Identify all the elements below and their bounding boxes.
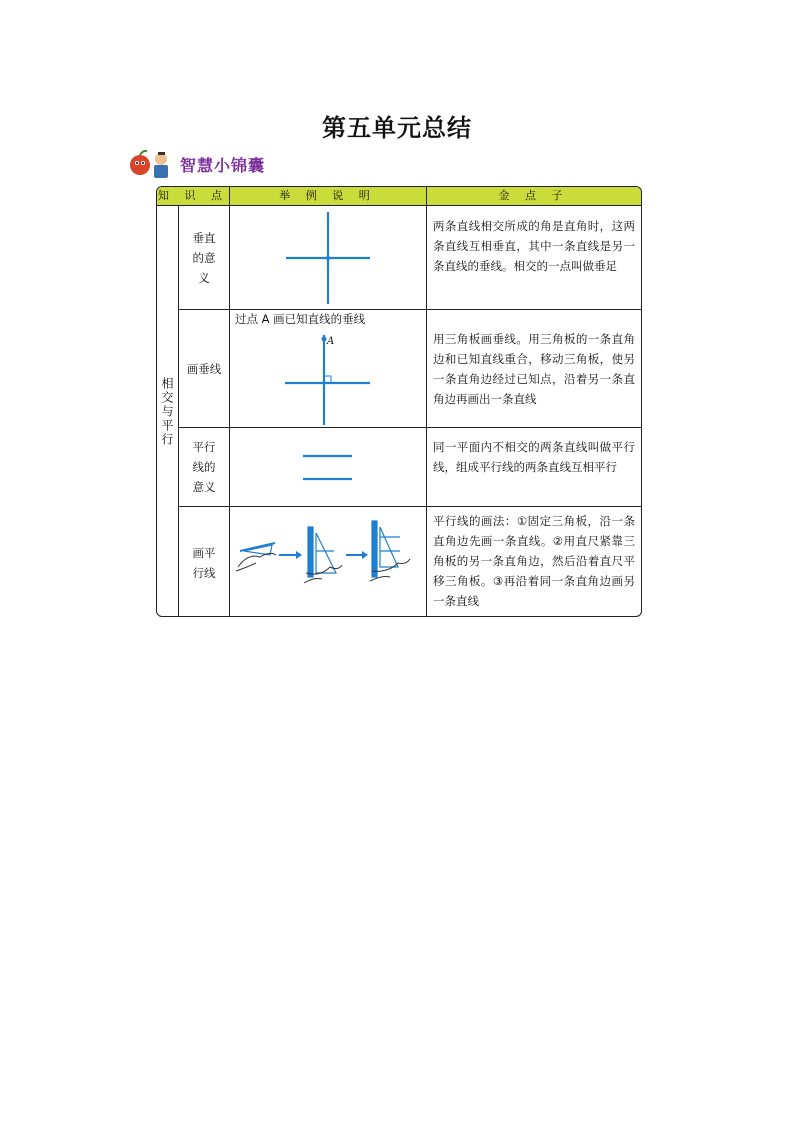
section-banner [128, 148, 265, 180]
point-label-a: A [327, 336, 335, 347]
parallel-diagram [230, 428, 426, 506]
tip-perpendicular-meaning: 两条直线相交所成的角是直角时，这两条直线互相垂直，其中一条直线是另一条直线的垂线。相交的一点叫做垂足 [433, 219, 635, 273]
tip-draw-perpendicular: 用三角板画垂线。用三角板的一条直角边和已知直线重合，移动三角板，使另一条直角边经过已知点，沿着另一条直角边再画出一条直线 [433, 332, 635, 406]
header-example: 举 例 说 明 [279, 189, 376, 202]
header-knowledge: 知 识 点 [158, 189, 228, 202]
topic-draw-perpendicular: 画垂线 [186, 361, 222, 376]
group-label: 相交与平行 [160, 376, 174, 447]
draw-parallel-diagram [230, 507, 426, 617]
summary-table [156, 186, 642, 617]
page-title: 第五单元总结 [322, 114, 472, 142]
group-label-cell [157, 205, 178, 617]
banner-label: 智慧小锦囊 [180, 155, 266, 175]
mascot-icon [128, 148, 176, 180]
example-caption: 过点 A 画已知直线的垂线 [235, 312, 366, 326]
tip-draw-parallel: 平行线的画法：①固定三角板，沿一条直角边先画一条直线。②用直尺紧靠三角板的另一条直角边，然后沿着直尺平移三角板。③再沿着同一条直角边画另一条直线 [433, 514, 635, 608]
topic-draw-parallel: 画平 行线 [192, 545, 216, 580]
perpendicular-diagram [230, 206, 426, 309]
topic-perpendicular-meaning: 垂直 的意 义 [192, 230, 216, 285]
tip-parallel-meaning: 同一平面内不相交的两条直线叫做平行线，组成平行线的两条直线互相平行 [433, 440, 635, 474]
header-tips: 金 点 子 [498, 189, 569, 202]
topic-parallel-meaning: 平行 线的 意义 [192, 440, 216, 494]
